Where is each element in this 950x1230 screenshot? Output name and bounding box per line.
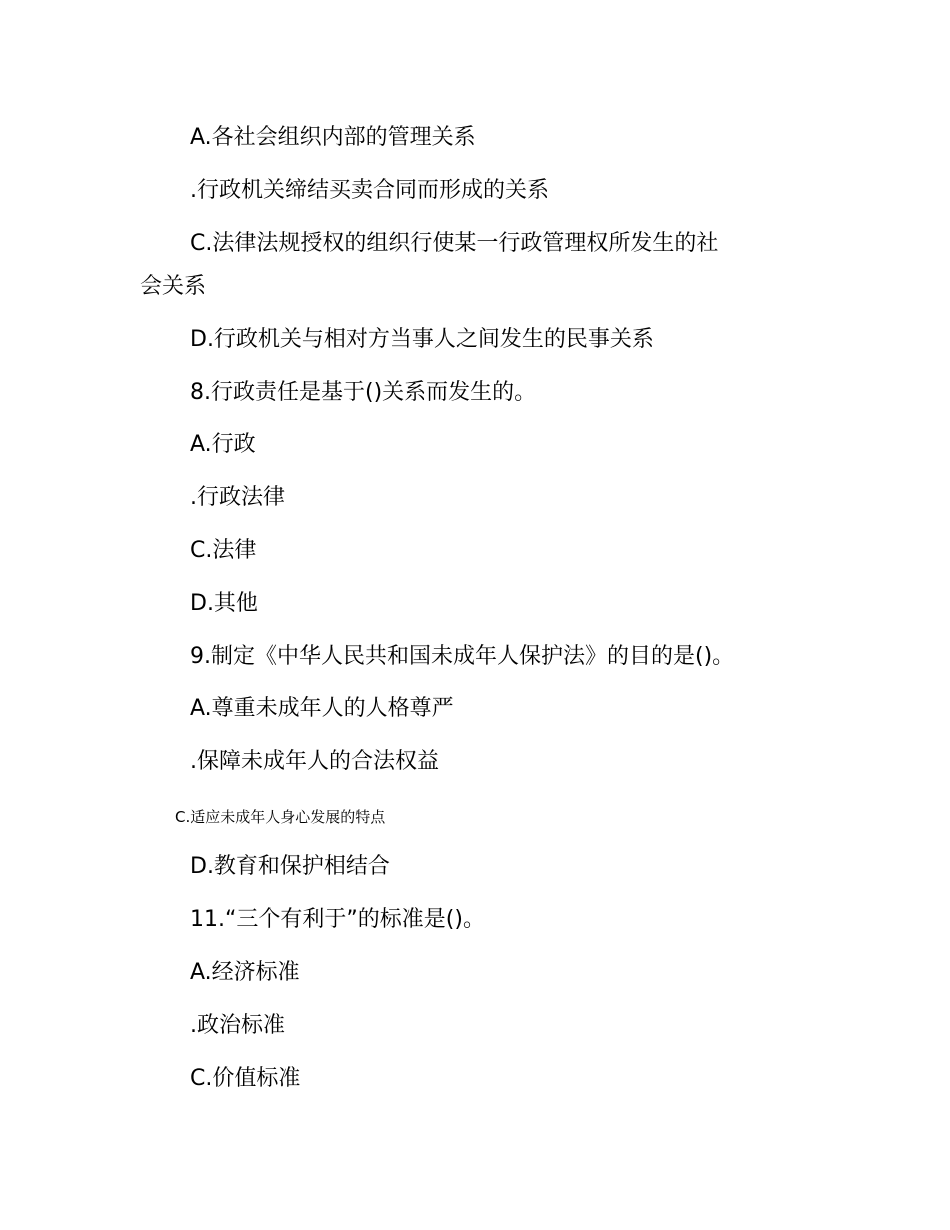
q9-option-b: .保障未成年人的合法权益 [190,749,439,774]
q11-option-a: A.经济标准 [190,960,300,985]
option-c-authorized-org: C.法律法规授权的组织行使某一行政管理权所发生的社 [190,231,719,256]
q8-option-a: A.行政 [190,432,256,457]
option-a-management: A.各社会组织内部的管理关系 [190,125,476,150]
q9-option-a: A.尊重未成年人的人格尊严 [190,696,454,721]
q8-option-d: D.其他 [190,591,258,616]
question-8: 8.行政责任是基于()关系而发生的。 [190,380,537,405]
question-9: 9.制定《中华人民共和国未成年人保护法》的目的是()。 [190,644,735,669]
option-d-civil-relation: D.行政机关与相对方当事人之间发生的民事关系 [190,327,654,352]
option-c-continuation: 会关系 [140,274,207,299]
q9-option-d: D.教育和保护相结合 [190,854,390,879]
q9-option-c: C.适应未成年人身心发展的特点 [175,808,386,826]
q11-option-b: .政治标准 [190,1013,285,1038]
option-b-contract: .行政机关缔结买卖合同而形成的关系 [190,178,549,203]
q8-option-b: .行政法律 [190,485,285,510]
q11-option-c: C.价值标准 [190,1066,301,1091]
q8-option-c: C.法律 [190,538,257,563]
question-11: 11.“三个有利于”的标准是()。 [190,907,485,932]
